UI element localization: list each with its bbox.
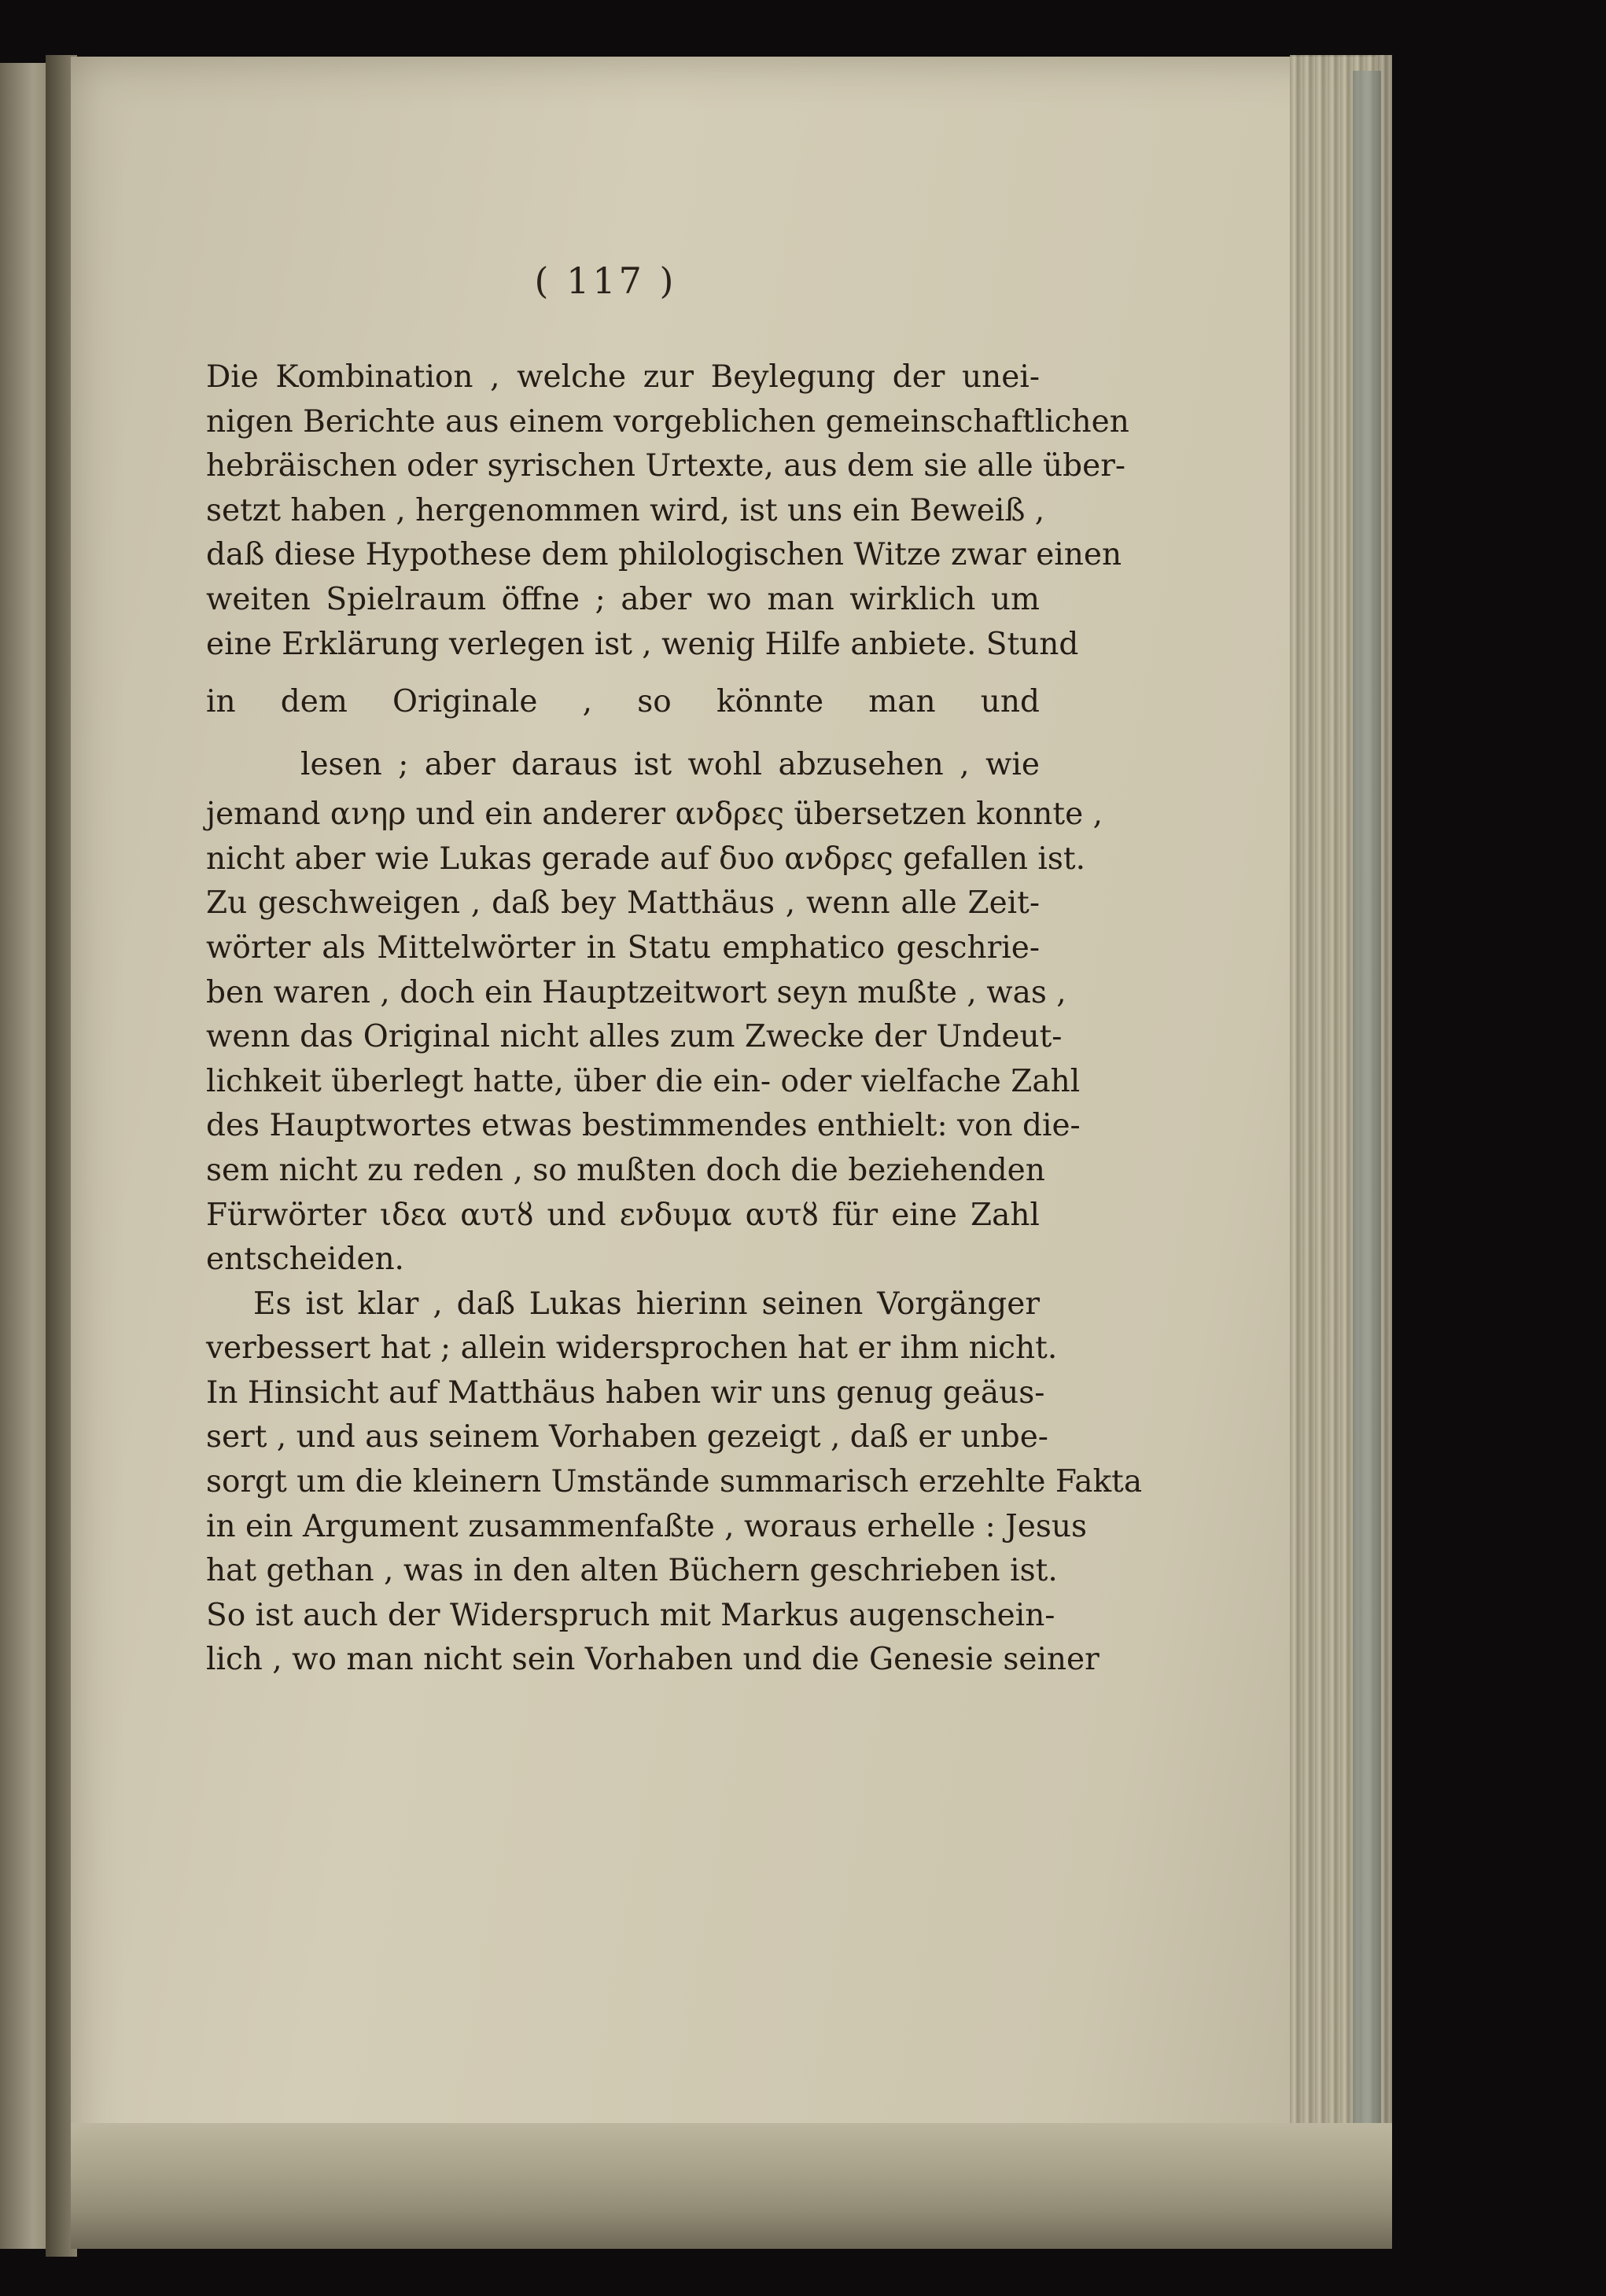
text-line: weiten Spielraum öffne ; aber wo man wirklich um (206, 581, 1040, 617)
body-text (206, 355, 1143, 1683)
cover-edge (1353, 71, 1381, 2162)
text-line: setzt haben , hergenommen wird, ist uns ein Beweiß , (206, 492, 1045, 528)
text-line: Fürwörter ιδεα αυτȣ und ενδυμα αυτȣ für eine Zahl (206, 1197, 1040, 1233)
text-line: nigen Berichte aus einem vorgeblichen gemeinschaftlichen (206, 403, 1129, 440)
text-line: sem nicht zu reden , so mußten doch die beziehenden (206, 1152, 1045, 1188)
text-line: hat gethan , was in den alten Büchern geschrieben ist. (206, 1553, 1058, 1589)
text-line: Die Kombination , welche zur Beylegung der unei- (206, 359, 1040, 395)
text-line: So ist auch der Widerspruch mit Markus augenschein- (206, 1597, 1055, 1633)
text-line: hebräischen oder syrischen Urtexte, aus dem sie alle über- (206, 448, 1126, 484)
text-line: nicht aber wie Lukas gerade auf δυο ανδρες gefallen ist. (206, 841, 1085, 877)
text-line: lesen ; aber daraus ist wohl abzusehen , wie (300, 747, 1040, 783)
text-line: ben waren , doch ein Hauptzeitwort seyn mußte , was , (206, 974, 1066, 1010)
text-line: in dem Originale , so könnte man und (206, 684, 1040, 720)
text-line: Es ist klar , daß Lukas hierinn seinen Vorgänger (253, 1286, 1040, 1322)
text-line: lichkeit überlegt hatte, über die ein- oder vielfache Zahl (206, 1063, 1081, 1099)
text-line: verbessert hat ; allein widersprochen hat er ihm nicht. (206, 1330, 1058, 1367)
text-line: in ein Argument zusammenfaßte , woraus erhelle : Jesus (206, 1508, 1087, 1544)
text-line: Zu geschweigen , daß bey Matthäus , wenn alle Zeit- (206, 885, 1040, 922)
text-line: eine Erklärung verlegen ist , wenig Hilfe anbiete. Stund (206, 626, 1079, 662)
text-line: wörter als Mittelwörter in Statu emphatico geschrie- (206, 929, 1040, 966)
text-line: jemand ανηρ und ein anderer ανδρες übersetzen konnte , (206, 797, 1103, 833)
text-line: sorgt um die kleinern Umstände summarisch erzehlte Fakta (206, 1464, 1143, 1500)
text-line: entscheiden. (206, 1242, 404, 1278)
bottom-page-edges (71, 2123, 1392, 2249)
text-line: lich , wo man nicht sein Vorhaben und die Genesie seiner (206, 1642, 1100, 1678)
text-line: wenn das Original nicht alles zum Zwecke der Undeut- (206, 1019, 1063, 1055)
page-number-header: ( 117 ) (534, 259, 677, 302)
text-line: In Hinsicht auf Matthäus haben wir uns genug geäus- (206, 1374, 1045, 1411)
text-line: des Hauptwortes etwas bestimmendes enthielt: von die- (206, 1108, 1081, 1144)
text-line: sert , und aus seinem Vorhaben gezeigt , daß er unbe- (206, 1419, 1048, 1455)
text-line: daß diese Hypothese dem philologischen Witze zwar einen (206, 537, 1122, 573)
